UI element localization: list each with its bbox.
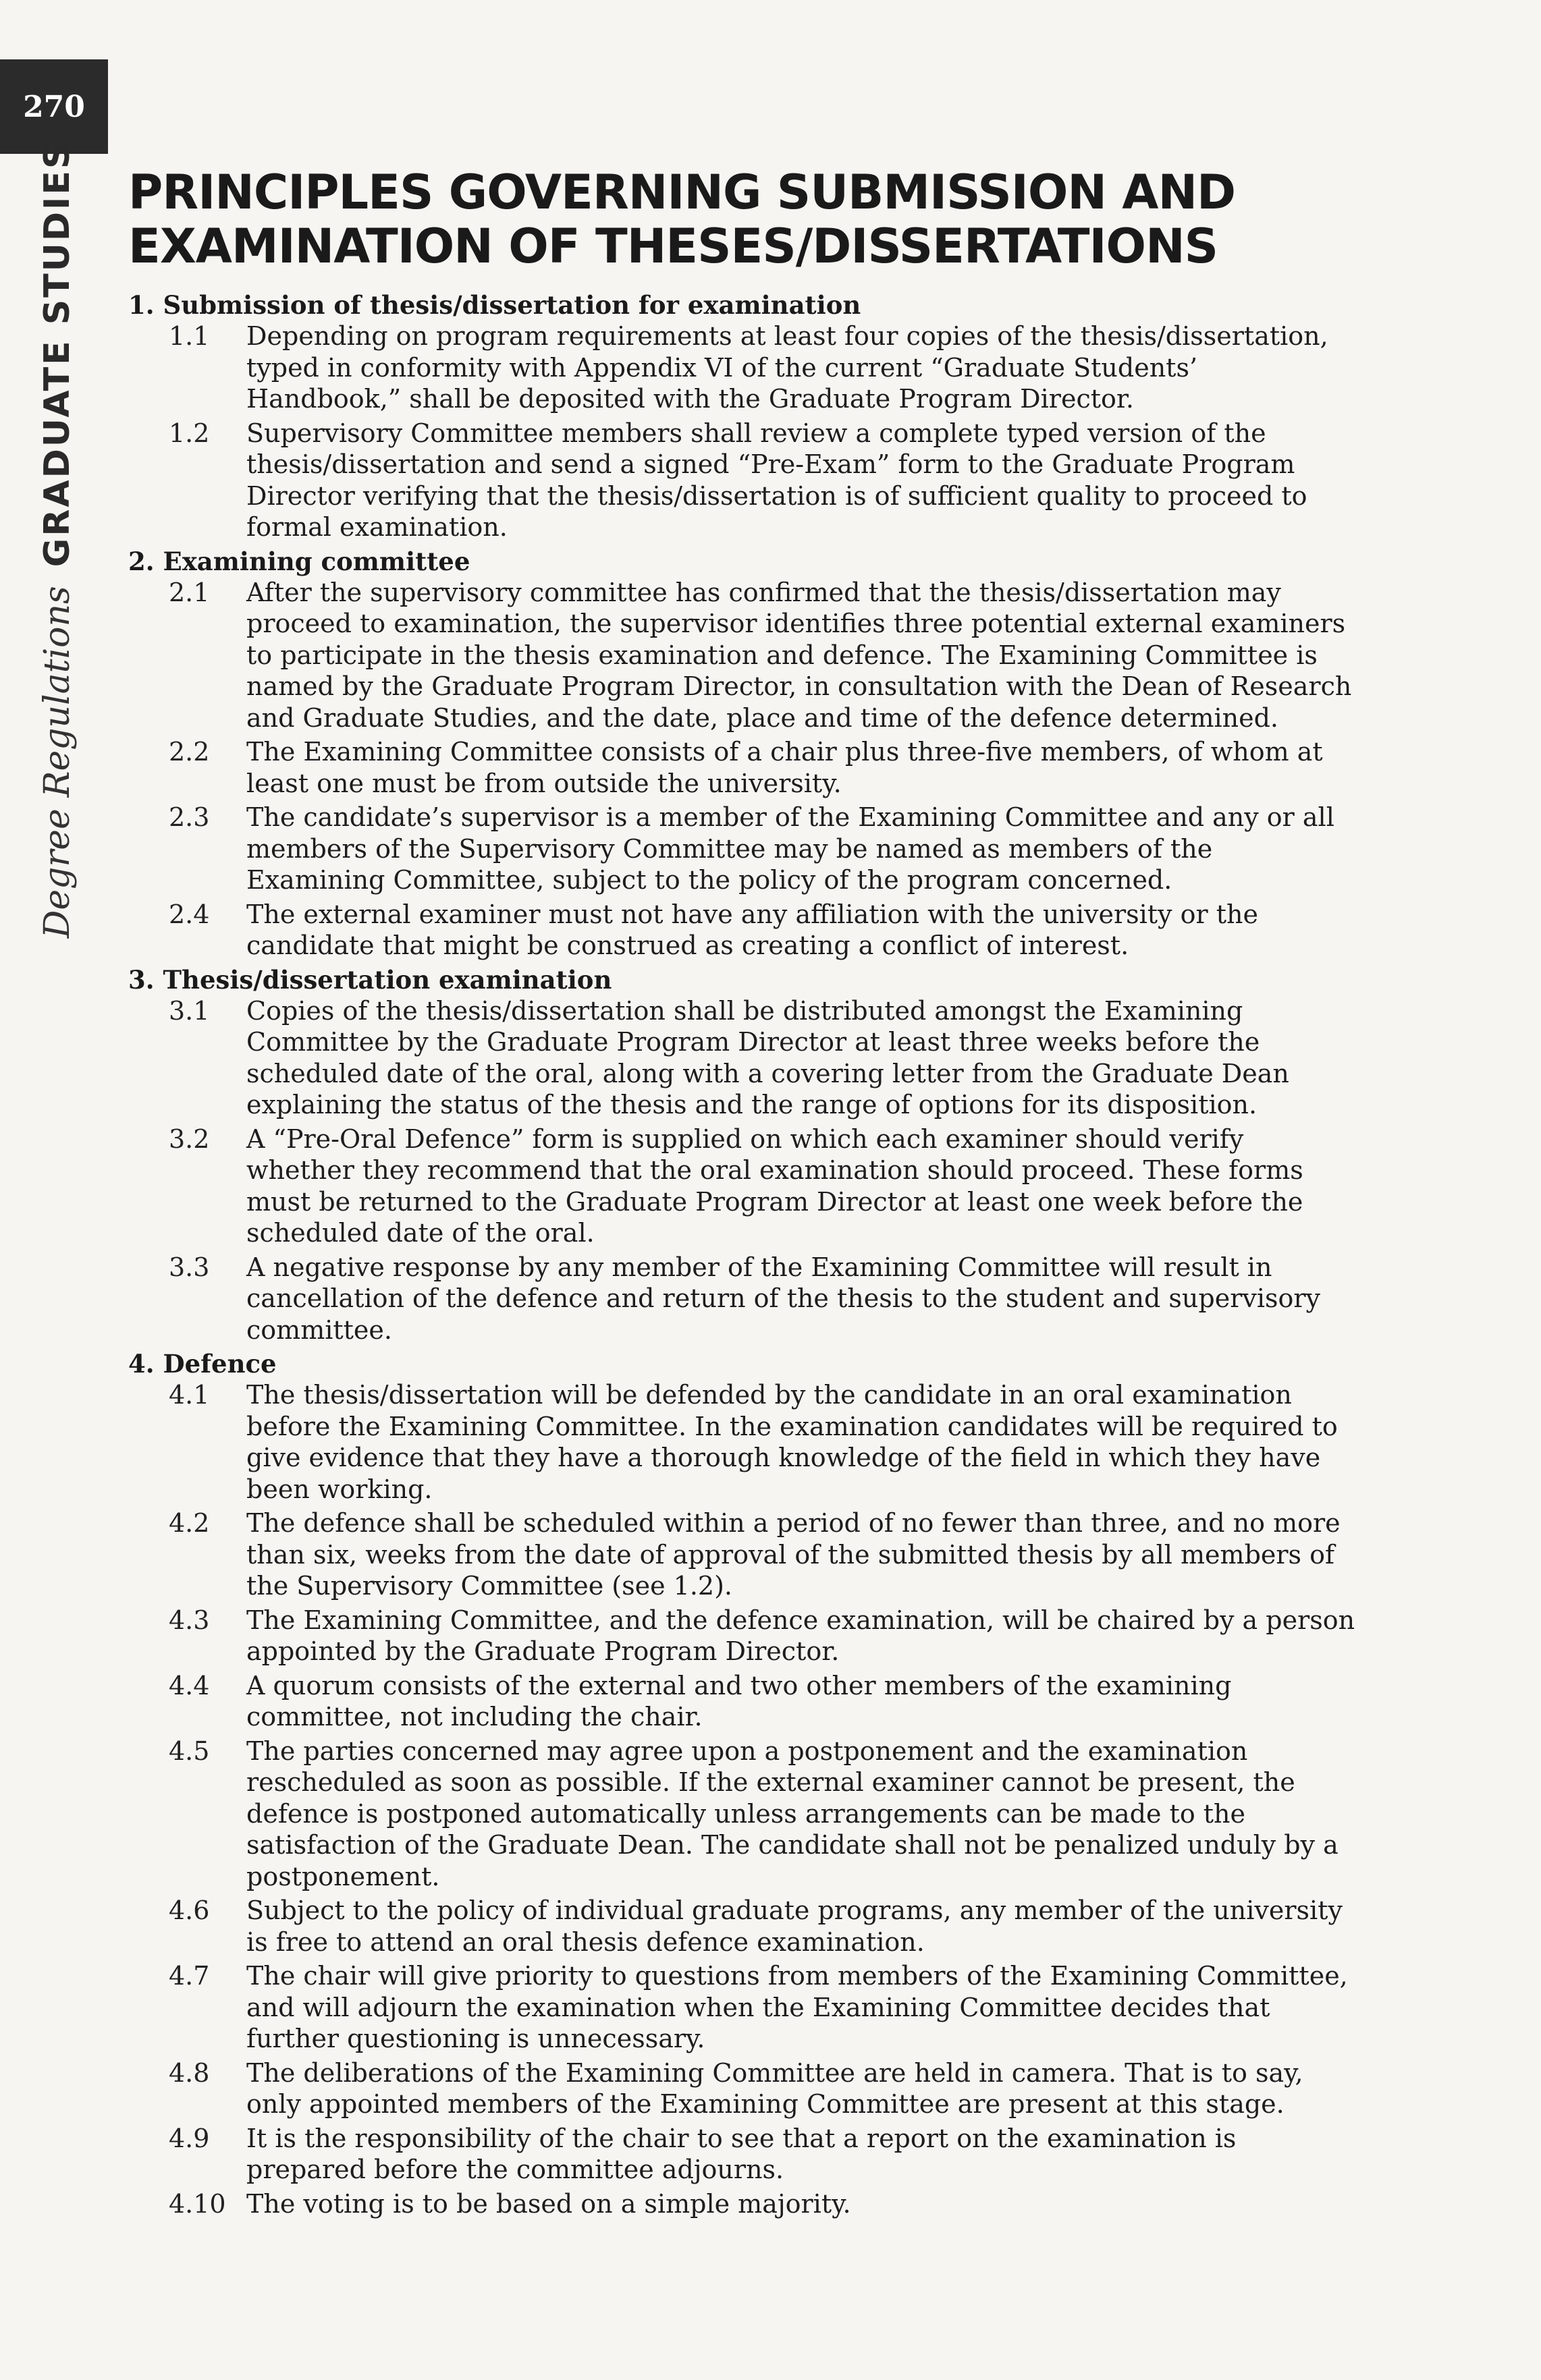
- list-item: [128, 2123, 1384, 2186]
- document-body: [128, 165, 1384, 2222]
- list-item: [128, 899, 1384, 962]
- item-number: 4.8: [169, 2057, 210, 2088]
- item-text: The voting is to be based on a simple majority.: [246, 2188, 851, 2219]
- list-item: [128, 1507, 1384, 1602]
- item-text: The parties concerned may agree upon a postponement and the examination rescheduled as soon as possible. If the external examiner cannot be present, the defence is postponed automatically unless arrangements can be made to the satisfaction of the Graduate Dean. The candidate shall not be penalized unduly by a postponement.: [246, 1736, 1339, 1891]
- item-number: 4.10: [169, 2188, 226, 2219]
- section-heading: 4. Defence: [128, 1349, 277, 1379]
- list-item: [128, 321, 1384, 415]
- item-text: It is the responsibility of the chair to see that a report on the examination is prepared before the committee adjourns.: [246, 2123, 1237, 2184]
- list-item: [128, 802, 1384, 896]
- sections-list: [128, 289, 1384, 2219]
- list-item: [128, 1252, 1384, 1346]
- list-item: [128, 1895, 1384, 1958]
- section-heading: 2. Examining committee: [128, 546, 470, 576]
- item-number: 2.4: [169, 899, 210, 929]
- list-item: [128, 1124, 1384, 1249]
- page-title-line: PRINCIPLES GOVERNING SUBMISSION AND: [128, 165, 1236, 220]
- item-number: 2.2: [169, 737, 210, 767]
- item-number: 2.3: [169, 802, 210, 832]
- list-item: [128, 1379, 1384, 1505]
- item-text: The Examining Committee, and the defence examination, will be chaired by a person appointed by the Graduate Program Director.: [246, 1605, 1355, 1666]
- section: [128, 289, 1384, 543]
- item-number: 3.2: [169, 1124, 210, 1154]
- item-text: Supervisory Committee members shall review a complete typed version of the thesis/dissertation and send a signed “Pre-Exam” form to the Graduate Program Director verifying that the thesis/dissertation is of sufficient quality to proceed to formal examination.: [246, 418, 1307, 542]
- item-text: A “Pre-Oral Defence” form is supplied on which each examiner should verify whether they recommend that the oral examination should proceed. These forms must be returned to the Graduate Program Director at least one week before the scheduled date of the oral.: [246, 1124, 1303, 1248]
- item-text: A negative response by any member of the Examining Committee will result in cancellation of the defence and return of the thesis to the student and supervisory committee.: [246, 1252, 1321, 1345]
- item-number: 3.3: [169, 1252, 210, 1282]
- section-heading: 3. Thesis/dissertation examination: [128, 964, 612, 995]
- item-number: 4.6: [169, 1895, 210, 1925]
- item-text: The chair will give priority to questions from members of the Examining Committee, and will adjourn the examination when the Examining Committee decides that further questioning is unnecessary.: [246, 1961, 1348, 2053]
- list-item: [128, 1736, 1384, 1893]
- item-text: The thesis/dissertation will be defended by the candidate in an oral examination before the Examining Committee. In the examination candidates will be required to give evidence that they have a thorough knowledge of the field in which they have been working.: [246, 1380, 1338, 1504]
- list-item: [128, 2057, 1384, 2120]
- list-item: [128, 1960, 1384, 2055]
- list-item: [128, 2188, 1384, 2220]
- item-text: Subject to the policy of individual graduate programs, any member of the university is free to attend an oral thesis defence examination.: [246, 1895, 1343, 1957]
- item-number: 3.1: [169, 995, 210, 1026]
- side-running-head-bold: GRADUATE STUDIES: [37, 141, 78, 568]
- item-text: After the supervisory committee has confirmed that the thesis/dissertation may proceed to examination, the supervisor identifies three potential external examiners to participate in the thesis examination and defence. The Examining Committee is named by the Graduate Program Director, in consultation with the Dean of Research and Graduate Studies, and the date, place and time of the defence determined.: [246, 577, 1352, 733]
- list-item: [128, 736, 1384, 799]
- page-title-line: EXAMINATION OF THESES/DISSERTATIONS: [128, 219, 1218, 274]
- list-item: [128, 1670, 1384, 1733]
- item-number: 4.1: [169, 1380, 210, 1410]
- side-running-head: [37, 141, 78, 939]
- list-item: [128, 418, 1384, 543]
- item-text: Copies of the thesis/dissertation shall be distributed amongst the Examining Committee by the Graduate Program Director at least three weeks before the scheduled date of the oral, along with a covering letter from the Graduate Dean explaining the status of the thesis and the range of options for its disposition.: [246, 995, 1289, 1119]
- item-text: A quorum consists of the external and two other members of the examining committee, not including the chair.: [246, 1670, 1232, 1732]
- list-item: [128, 577, 1384, 734]
- item-text: The Examining Committee consists of a chair plus three-five members, of whom at least one must be from outside the university.: [246, 737, 1323, 798]
- page-number: 270: [0, 59, 108, 154]
- item-number: 1.2: [169, 418, 210, 448]
- item-text: The external examiner must not have any affiliation with the university or the candidate that might be construed as creating a conflict of interest.: [246, 899, 1258, 960]
- list-item: [128, 1605, 1384, 1667]
- side-running-head-italic: Degree Regulations: [37, 586, 78, 939]
- section: [128, 964, 1384, 1346]
- section: [128, 546, 1384, 962]
- item-number: 4.7: [169, 1961, 210, 1991]
- item-text: The deliberations of the Examining Committee are held in camera. That is to say, only appointed members of the Examining Committee are present at this stage.: [246, 2057, 1303, 2119]
- section-heading: 1. Submission of thesis/dissertation for examination: [128, 290, 861, 320]
- item-number: 4.5: [169, 1736, 210, 1766]
- item-number: 2.1: [169, 577, 210, 607]
- item-number: 4.2: [169, 1508, 210, 1538]
- item-number: 4.4: [169, 1670, 210, 1700]
- item-number: 4.3: [169, 1605, 210, 1635]
- item-text: Depending on program requirements at least four copies of the thesis/dissertation, typed in conformity with Appendix VI of the current “Graduate Students’ Handbook,” shall be deposited with the Graduate Program Director.: [246, 321, 1328, 414]
- list-item: [128, 995, 1384, 1121]
- item-text: The defence shall be scheduled within a period of no fewer than three, and no more than six, weeks from the date of approval of the submitted thesis by all members of the Supervisory Committee (see 1.2).: [246, 1508, 1341, 1601]
- item-number: 4.9: [169, 2123, 210, 2153]
- item-number: 1.1: [169, 321, 210, 351]
- item-text: The candidate’s supervisor is a member of the Examining Committee and any or all members of the Supervisory Committee may be named as members of the Examining Committee, subject to the policy of the program concerned.: [246, 802, 1334, 895]
- section: [128, 1348, 1384, 2219]
- page-title: [128, 165, 1384, 273]
